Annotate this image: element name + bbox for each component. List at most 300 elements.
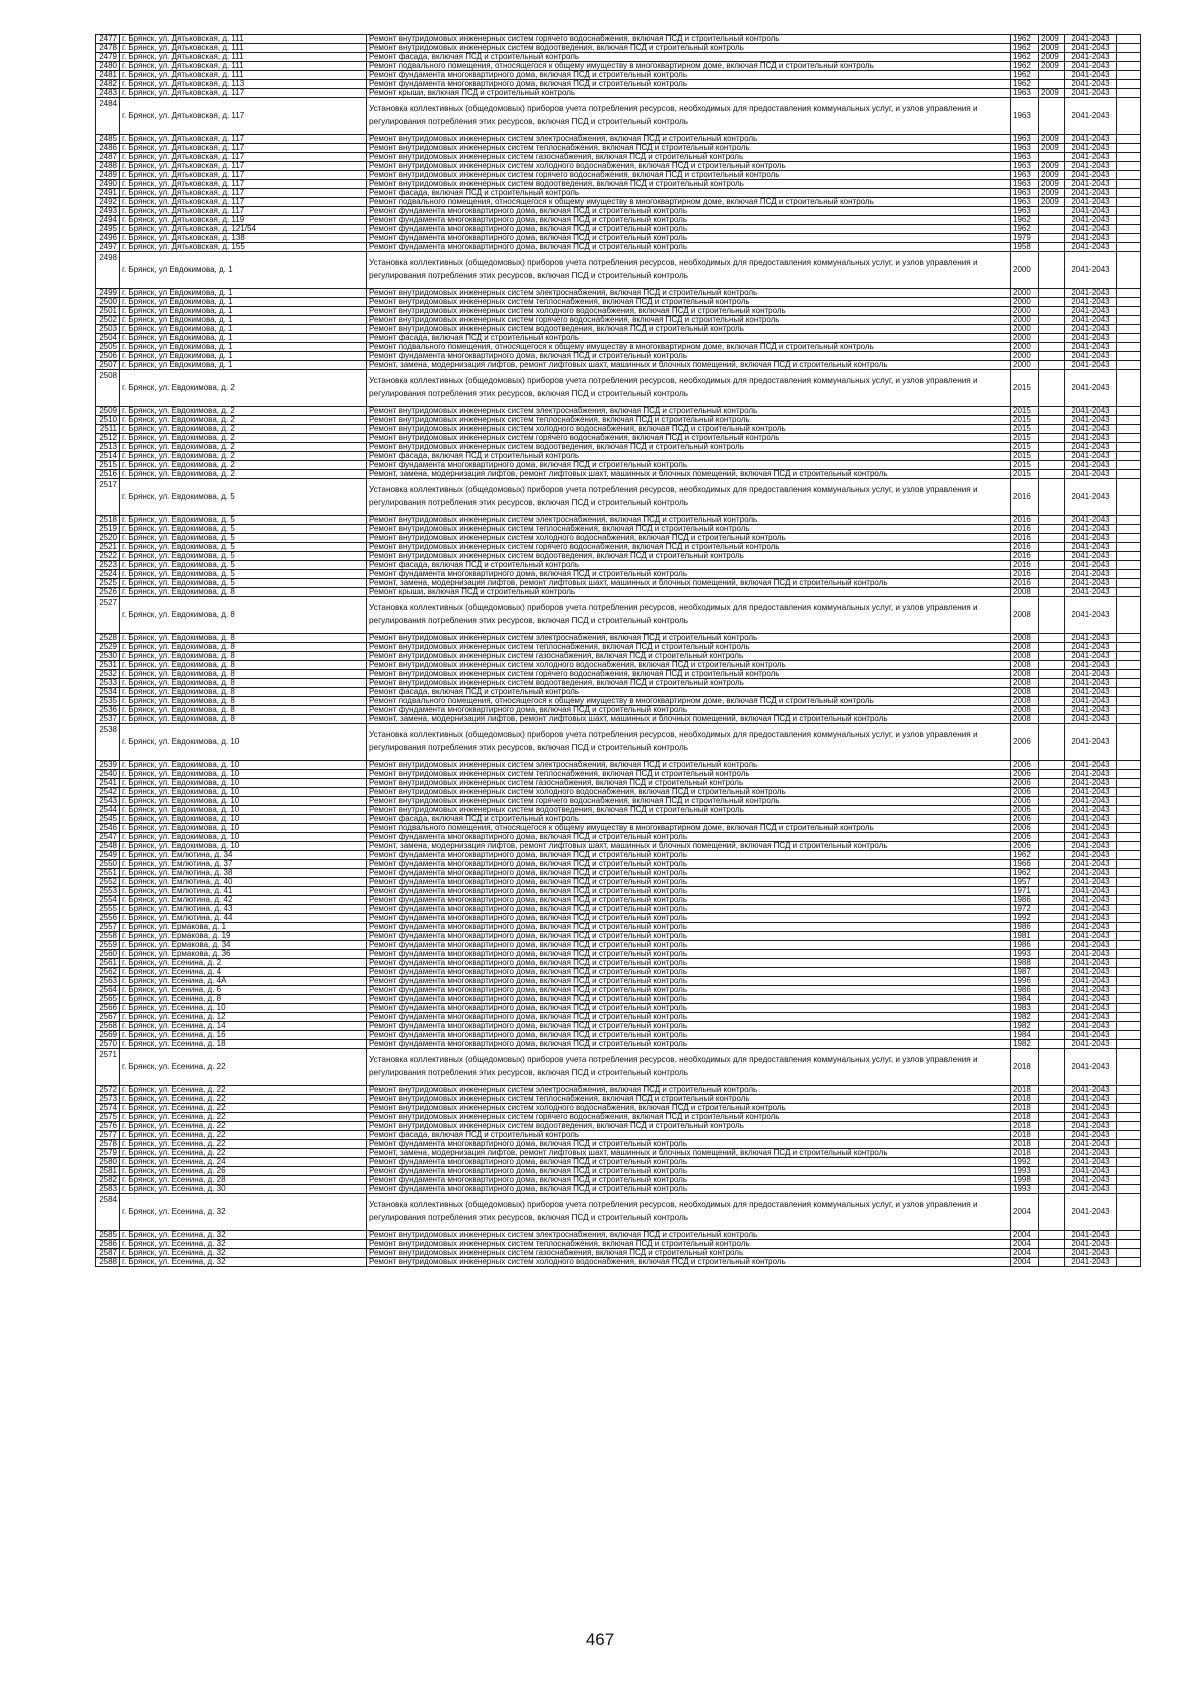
row-work-type: Ремонт внутридомовых инженерных систем горячего водоснабжения, включая ПСД и строительный контроль — [367, 434, 1011, 443]
table-row — [96, 815, 1141, 824]
row-work-type: Ремонт фасада, включая ПСД и строительный контроль — [367, 452, 1011, 461]
row-planned-period: 2041-2043 — [1065, 968, 1117, 977]
row-number: 2496 — [96, 234, 120, 243]
row-work-type: Ремонт фасада, включая ПСД и строительный контроль — [367, 561, 1011, 570]
row-extra-cell — [1117, 316, 1141, 325]
row-planned-period: 2041-2043 — [1065, 1095, 1117, 1104]
row-planned-period: 2041-2043 — [1065, 1086, 1117, 1095]
row-extra-cell — [1117, 950, 1141, 959]
works-register-table — [95, 34, 1141, 1267]
row-planned-period: 2041-2043 — [1065, 842, 1117, 851]
row-extra-cell — [1117, 243, 1141, 252]
row-address: г. Брянск, ул. Дятьковская, д. 111 — [120, 53, 367, 62]
row-work-type: Ремонт фундамента многоквартирного дома, включая ПСД и строительный контроль — [367, 1022, 1011, 1031]
row-work-type: Ремонт внутридомовых инженерных систем водоотведения, включая ПСД и строительный контроль — [367, 325, 1011, 334]
row-number: 2501 — [96, 307, 120, 316]
row-built-year: 1963 — [1011, 162, 1039, 171]
row-address: г. Брянск, ул. Евдокимова, д. 5 — [120, 552, 367, 561]
row-built-year: 2006 — [1011, 797, 1039, 806]
row-address: г. Брянск, ул. Евдокимова, д. 8 — [120, 661, 367, 670]
row-work-type: Ремонт фундамента многоквартирного дома, включая ПСД и строительный контроль — [367, 706, 1011, 715]
row-number: 2545 — [96, 815, 120, 824]
row-repair-year — [1039, 343, 1065, 352]
table-row — [96, 896, 1141, 905]
row-extra-cell — [1117, 1231, 1141, 1240]
row-number: 2509 — [96, 407, 120, 416]
row-built-year: 2000 — [1011, 334, 1039, 343]
row-built-year: 2008 — [1011, 652, 1039, 661]
table-row — [96, 932, 1141, 941]
table-row — [96, 679, 1141, 688]
row-planned-period: 2041-2043 — [1065, 869, 1117, 878]
table-row — [96, 977, 1141, 986]
row-extra-cell — [1117, 1258, 1141, 1267]
row-repair-year — [1039, 479, 1065, 516]
row-work-type: Установка коллективных (общедомовых) приборов учета потребления ресурсов, необходимых для предоставления коммунальных услуг, и узлов управления и регулирования потребления этих ресурсов, включая ПСД и строительный контроль — [367, 1049, 1011, 1086]
row-planned-period: 2041-2043 — [1065, 207, 1117, 216]
table-row — [96, 180, 1141, 189]
row-built-year: 2006 — [1011, 824, 1039, 833]
row-work-type: Ремонт фундамента многоквартирного дома, включая ПСД и строительный контроль — [367, 1013, 1011, 1022]
row-built-year: 1986 — [1011, 941, 1039, 950]
row-repair-year — [1039, 225, 1065, 234]
row-address: г. Брянск, ул. Есенина, д. 16 — [120, 1031, 367, 1040]
row-work-type: Ремонт фундамента многоквартирного дома, включая ПСД и строительный контроль — [367, 1040, 1011, 1049]
row-built-year: 1962 — [1011, 71, 1039, 80]
row-repair-year — [1039, 352, 1065, 361]
row-number: 2559 — [96, 941, 120, 950]
table-row — [96, 1104, 1141, 1113]
row-extra-cell — [1117, 896, 1141, 905]
row-repair-year — [1039, 452, 1065, 461]
row-planned-period: 2041-2043 — [1065, 851, 1117, 860]
row-work-type: Ремонт фасада, включая ПСД и строительный контроль — [367, 189, 1011, 198]
row-work-type: Ремонт внутридомовых инженерных систем холодного водоснабжения, включая ПСД и строительный контроль — [367, 788, 1011, 797]
row-extra-cell — [1117, 225, 1141, 234]
table-row — [96, 1095, 1141, 1104]
row-built-year: 2006 — [1011, 833, 1039, 842]
row-address: г. Брянск, ул. Евдокимова, д. 8 — [120, 697, 367, 706]
row-address: г. Брянск, ул. Дятьковская, д. 117 — [120, 135, 367, 144]
row-work-type: Ремонт фундамента многоквартирного дома, включая ПСД и строительный контроль — [367, 959, 1011, 968]
row-extra-cell — [1117, 89, 1141, 98]
row-repair-year — [1039, 570, 1065, 579]
row-extra-cell — [1117, 652, 1141, 661]
row-extra-cell — [1117, 1095, 1141, 1104]
row-extra-cell — [1117, 135, 1141, 144]
row-work-type: Ремонт внутридомовых инженерных систем газоснабжения, включая ПСД и строительный контроль — [367, 779, 1011, 788]
row-extra-cell — [1117, 307, 1141, 316]
row-number: 2497 — [96, 243, 120, 252]
row-work-type: Ремонт внутридомовых инженерных систем электроснабжения, включая ПСД и строительный контроль — [367, 516, 1011, 525]
row-planned-period: 2041-2043 — [1065, 1049, 1117, 1086]
row-extra-cell — [1117, 597, 1141, 634]
row-built-year: 1982 — [1011, 1022, 1039, 1031]
table-row — [96, 1049, 1141, 1086]
row-built-year: 1962 — [1011, 44, 1039, 53]
row-planned-period: 2041-2043 — [1065, 307, 1117, 316]
row-address: г. Брянск, ул. Есенина, д. 2 — [120, 959, 367, 968]
row-built-year: 2018 — [1011, 1149, 1039, 1158]
row-extra-cell — [1117, 1140, 1141, 1149]
row-extra-cell — [1117, 252, 1141, 289]
row-repair-year: 2009 — [1039, 89, 1065, 98]
row-planned-period: 2041-2043 — [1065, 1240, 1117, 1249]
table-row — [96, 1176, 1141, 1185]
row-extra-cell — [1117, 370, 1141, 407]
row-number: 2482 — [96, 80, 120, 89]
row-extra-cell — [1117, 588, 1141, 597]
row-built-year: 1987 — [1011, 968, 1039, 977]
row-address: г. Брянск, ул. Есенина, д. 22 — [120, 1095, 367, 1104]
row-address: г. Брянск, ул. Емлютина, д. 34 — [120, 851, 367, 860]
row-repair-year: 2009 — [1039, 162, 1065, 171]
row-extra-cell — [1117, 461, 1141, 470]
row-extra-cell — [1117, 643, 1141, 652]
row-work-type: Ремонт фундамента многоквартирного дома, включая ПСД и строительный контроль — [367, 887, 1011, 896]
table-row — [96, 1249, 1141, 1258]
row-repair-year — [1039, 1122, 1065, 1131]
table-row — [96, 1004, 1141, 1013]
row-number: 2580 — [96, 1158, 120, 1167]
row-repair-year: 2009 — [1039, 198, 1065, 207]
row-extra-cell — [1117, 516, 1141, 525]
row-extra-cell — [1117, 144, 1141, 153]
row-number: 2571 — [96, 1049, 120, 1086]
row-planned-period: 2041-2043 — [1065, 815, 1117, 824]
row-work-type: Ремонт фундамента многоквартирного дома, включая ПСД и строительный контроль — [367, 1140, 1011, 1149]
row-repair-year — [1039, 905, 1065, 914]
row-number: 2518 — [96, 516, 120, 525]
row-repair-year — [1039, 634, 1065, 643]
row-address: г. Брянск, ул Евдокимова, д. 1 — [120, 352, 367, 361]
row-repair-year — [1039, 307, 1065, 316]
row-repair-year — [1039, 941, 1065, 950]
row-number: 2555 — [96, 905, 120, 914]
row-number: 2489 — [96, 171, 120, 180]
row-planned-period: 2041-2043 — [1065, 1194, 1117, 1231]
row-address: г. Брянск, ул. Есенина, д. 22 — [120, 1140, 367, 1149]
row-address: г. Брянск, ул. Евдокимова, д. 8 — [120, 643, 367, 652]
row-planned-period: 2041-2043 — [1065, 543, 1117, 552]
row-extra-cell — [1117, 833, 1141, 842]
row-work-type: Ремонт внутридомовых инженерных систем электроснабжения, включая ПСД и строительный контроль — [367, 289, 1011, 298]
row-work-type: Установка коллективных (общедомовых) приборов учета потребления ресурсов, необходимых для предоставления коммунальных услуг, и узлов управления и регулирования потребления этих ресурсов, включая ПСД и строительный контроль — [367, 479, 1011, 516]
row-repair-year — [1039, 788, 1065, 797]
row-extra-cell — [1117, 1149, 1141, 1158]
row-extra-cell — [1117, 407, 1141, 416]
row-extra-cell — [1117, 80, 1141, 89]
row-planned-period: 2041-2043 — [1065, 243, 1117, 252]
table-row — [96, 89, 1141, 98]
row-extra-cell — [1117, 543, 1141, 552]
row-built-year: 1971 — [1011, 887, 1039, 896]
row-extra-cell — [1117, 579, 1141, 588]
table-row — [96, 234, 1141, 243]
row-number: 2523 — [96, 561, 120, 570]
row-built-year: 1986 — [1011, 923, 1039, 932]
row-work-type: Установка коллективных (общедомовых) приборов учета потребления ресурсов, необходимых для предоставления коммунальных услуг, и узлов управления и регулирования потребления этих ресурсов, включая ПСД и строительный контроль — [367, 370, 1011, 407]
row-number: 2491 — [96, 189, 120, 198]
table-row — [96, 516, 1141, 525]
row-address: г. Брянск, ул. Дятьковская, д. 117 — [120, 198, 367, 207]
row-address: г. Брянск, ул. Дятьковская, д. 117 — [120, 189, 367, 198]
row-work-type: Ремонт внутридомовых инженерных систем теплоснабжения, включая ПСД и строительный контроль — [367, 525, 1011, 534]
table-row — [96, 407, 1141, 416]
row-planned-period: 2041-2043 — [1065, 914, 1117, 923]
row-extra-cell — [1117, 570, 1141, 579]
row-number: 2542 — [96, 788, 120, 797]
row-repair-year — [1039, 896, 1065, 905]
row-planned-period: 2041-2043 — [1065, 234, 1117, 243]
row-built-year: 1979 — [1011, 234, 1039, 243]
row-extra-cell — [1117, 470, 1141, 479]
row-built-year: 2018 — [1011, 1086, 1039, 1095]
row-address: г. Брянск, ул. Ермакова, д. 1 — [120, 923, 367, 932]
row-extra-cell — [1117, 1049, 1141, 1086]
row-repair-year — [1039, 860, 1065, 869]
row-planned-period: 2041-2043 — [1065, 352, 1117, 361]
table-row — [96, 298, 1141, 307]
row-built-year: 2008 — [1011, 661, 1039, 670]
row-repair-year — [1039, 697, 1065, 706]
row-repair-year — [1039, 325, 1065, 334]
table-row — [96, 525, 1141, 534]
row-number: 2498 — [96, 252, 120, 289]
row-repair-year — [1039, 878, 1065, 887]
row-built-year: 2004 — [1011, 1194, 1039, 1231]
table-row — [96, 1158, 1141, 1167]
row-repair-year — [1039, 370, 1065, 407]
row-extra-cell — [1117, 207, 1141, 216]
row-number: 2583 — [96, 1185, 120, 1194]
row-built-year: 1996 — [1011, 977, 1039, 986]
table-row — [96, 905, 1141, 914]
row-extra-cell — [1117, 35, 1141, 44]
row-extra-cell — [1117, 724, 1141, 761]
row-built-year: 2006 — [1011, 815, 1039, 824]
row-number: 2548 — [96, 842, 120, 851]
row-repair-year — [1039, 316, 1065, 325]
row-extra-cell — [1117, 216, 1141, 225]
row-number: 2485 — [96, 135, 120, 144]
row-address: г. Брянск, ул. Есенина, д. 22 — [120, 1122, 367, 1131]
row-address: г. Брянск, ул. Евдокимова, д. 10 — [120, 806, 367, 815]
row-repair-year: 2009 — [1039, 35, 1065, 44]
row-number: 2550 — [96, 860, 120, 869]
row-planned-period: 2041-2043 — [1065, 1231, 1117, 1240]
row-planned-period: 2041-2043 — [1065, 1113, 1117, 1122]
row-repair-year — [1039, 80, 1065, 89]
row-planned-period: 2041-2043 — [1065, 162, 1117, 171]
row-work-type: Ремонт внутридомовых инженерных систем электроснабжения, включая ПСД и строительный контроль — [367, 407, 1011, 416]
row-number: 2563 — [96, 977, 120, 986]
row-extra-cell — [1117, 661, 1141, 670]
row-built-year: 2016 — [1011, 479, 1039, 516]
row-extra-cell — [1117, 842, 1141, 851]
row-built-year: 2016 — [1011, 525, 1039, 534]
row-number: 2502 — [96, 316, 120, 325]
row-repair-year — [1039, 234, 1065, 243]
row-planned-period: 2041-2043 — [1065, 62, 1117, 71]
row-address: г. Брянск, ул. Емлютина, д. 40 — [120, 878, 367, 887]
row-address: г. Брянск, ул. Евдокимова, д. 5 — [120, 516, 367, 525]
row-planned-period: 2041-2043 — [1065, 1040, 1117, 1049]
row-extra-cell — [1117, 932, 1141, 941]
row-number: 2479 — [96, 53, 120, 62]
row-extra-cell — [1117, 869, 1141, 878]
row-address: г. Брянск, ул. Есенина, д. 32 — [120, 1231, 367, 1240]
row-repair-year — [1039, 534, 1065, 543]
row-built-year: 1962 — [1011, 225, 1039, 234]
row-address: г. Брянск, ул. Евдокимова, д. 8 — [120, 634, 367, 643]
row-extra-cell — [1117, 905, 1141, 914]
row-number: 2478 — [96, 44, 120, 53]
row-planned-period: 2041-2043 — [1065, 1031, 1117, 1040]
row-built-year: 1963 — [1011, 153, 1039, 162]
row-number: 2524 — [96, 570, 120, 579]
row-address: г. Брянск, ул. Евдокимова, д. 8 — [120, 715, 367, 724]
row-number: 2547 — [96, 833, 120, 842]
row-extra-cell — [1117, 334, 1141, 343]
table-row — [96, 688, 1141, 697]
row-work-type: Ремонт подвального помещения, относящегося к общему имуществу в многоквартирном доме, включая ПСД и строительный контроль — [367, 697, 1011, 706]
row-extra-cell — [1117, 189, 1141, 198]
row-number: 2534 — [96, 688, 120, 697]
row-address: г. Брянск, ул. Евдокимова, д. 5 — [120, 534, 367, 543]
row-address: г. Брянск, ул. Есенина, д. 12 — [120, 1013, 367, 1022]
row-number: 2500 — [96, 298, 120, 307]
row-extra-cell — [1117, 706, 1141, 715]
row-planned-period: 2041-2043 — [1065, 298, 1117, 307]
row-extra-cell — [1117, 361, 1141, 370]
row-built-year: 1982 — [1011, 1040, 1039, 1049]
row-built-year: 1986 — [1011, 896, 1039, 905]
table-body — [96, 35, 1141, 1267]
row-planned-period: 2041-2043 — [1065, 652, 1117, 661]
row-number: 2526 — [96, 588, 120, 597]
row-planned-period: 2041-2043 — [1065, 135, 1117, 144]
row-built-year: 2018 — [1011, 1049, 1039, 1086]
table-row — [96, 1113, 1141, 1122]
row-number: 2562 — [96, 968, 120, 977]
row-address: г. Брянск, ул. Евдокимова, д. 5 — [120, 561, 367, 570]
table-row — [96, 1131, 1141, 1140]
row-address: г. Брянск, ул. Есенина, д. 6 — [120, 986, 367, 995]
row-number: 2521 — [96, 543, 120, 552]
row-extra-cell — [1117, 443, 1141, 452]
row-repair-year — [1039, 950, 1065, 959]
row-number: 2549 — [96, 851, 120, 860]
row-built-year: 2006 — [1011, 724, 1039, 761]
row-built-year: 1982 — [1011, 1013, 1039, 1022]
row-address: г. Брянск, ул. Дятьковская, д. 113 — [120, 80, 367, 89]
row-planned-period: 2041-2043 — [1065, 425, 1117, 434]
row-planned-period: 2041-2043 — [1065, 923, 1117, 932]
row-work-type: Ремонт фундамента многоквартирного дома, включая ПСД и строительный контроль — [367, 896, 1011, 905]
row-extra-cell — [1117, 1040, 1141, 1049]
row-planned-period: 2041-2043 — [1065, 941, 1117, 950]
row-planned-period: 2041-2043 — [1065, 761, 1117, 770]
row-repair-year — [1039, 298, 1065, 307]
row-number: 2527 — [96, 597, 120, 634]
row-planned-period: 2041-2043 — [1065, 697, 1117, 706]
row-address: г. Брянск, ул. Есенина, д. 8 — [120, 995, 367, 1004]
table-row — [96, 941, 1141, 950]
row-extra-cell — [1117, 352, 1141, 361]
row-work-type: Установка коллективных (общедомовых) приборов учета потребления ресурсов, необходимых для предоставления коммунальных услуг, и узлов управления и регулирования потребления этих ресурсов, включая ПСД и строительный контроль — [367, 1194, 1011, 1231]
row-planned-period: 2041-2043 — [1065, 216, 1117, 225]
row-work-type: Ремонт фундамента многоквартирного дома, включая ПСД и строительный контроль — [367, 570, 1011, 579]
row-extra-cell — [1117, 851, 1141, 860]
row-address: г. Брянск, ул. Дятьковская, д. 111 — [120, 71, 367, 80]
row-work-type: Ремонт внутридомовых инженерных систем холодного водоснабжения, включая ПСД и строительный контроль — [367, 1104, 1011, 1113]
row-planned-period: 2041-2043 — [1065, 788, 1117, 797]
table-row — [96, 670, 1141, 679]
row-planned-period: 2041-2043 — [1065, 1131, 1117, 1140]
row-work-type: Ремонт внутридомовых инженерных систем горячего водоснабжения, включая ПСД и строительный контроль — [367, 670, 1011, 679]
row-work-type: Ремонт фундамента многоквартирного дома, включая ПСД и строительный контроль — [367, 234, 1011, 243]
row-built-year: 2008 — [1011, 643, 1039, 652]
row-repair-year: 2009 — [1039, 62, 1065, 71]
row-planned-period: 2041-2043 — [1065, 597, 1117, 634]
row-work-type: Ремонт фундамента многоквартирного дома, включая ПСД и строительный контроль — [367, 207, 1011, 216]
row-extra-cell — [1117, 534, 1141, 543]
row-built-year: 2000 — [1011, 316, 1039, 325]
row-number: 2492 — [96, 198, 120, 207]
row-extra-cell — [1117, 878, 1141, 887]
row-built-year: 2008 — [1011, 670, 1039, 679]
row-repair-year — [1039, 977, 1065, 986]
row-repair-year — [1039, 98, 1065, 135]
row-built-year: 1986 — [1011, 986, 1039, 995]
row-number: 2578 — [96, 1140, 120, 1149]
table-row — [96, 361, 1141, 370]
row-address: г. Брянск, ул. Дятьковская, д. 119 — [120, 216, 367, 225]
row-built-year: 2006 — [1011, 806, 1039, 815]
row-planned-period: 2041-2043 — [1065, 770, 1117, 779]
row-built-year: 2006 — [1011, 842, 1039, 851]
row-work-type: Ремонт фундамента многоквартирного дома, включая ПСД и строительный контроль — [367, 833, 1011, 842]
row-address: г. Брянск, ул. Есенина, д. 14 — [120, 1022, 367, 1031]
row-repair-year — [1039, 1167, 1065, 1176]
row-extra-cell — [1117, 968, 1141, 977]
row-built-year: 2000 — [1011, 307, 1039, 316]
row-built-year: 2006 — [1011, 779, 1039, 788]
row-built-year: 2006 — [1011, 788, 1039, 797]
row-extra-cell — [1117, 1249, 1141, 1258]
table-row — [96, 370, 1141, 407]
row-repair-year — [1039, 289, 1065, 298]
row-extra-cell — [1117, 98, 1141, 135]
row-extra-cell — [1117, 986, 1141, 995]
row-built-year: 1962 — [1011, 80, 1039, 89]
row-repair-year — [1039, 887, 1065, 896]
row-number: 2533 — [96, 679, 120, 688]
row-extra-cell — [1117, 1013, 1141, 1022]
row-number: 2568 — [96, 1022, 120, 1031]
row-number: 2512 — [96, 434, 120, 443]
row-extra-cell — [1117, 1167, 1141, 1176]
row-work-type: Ремонт, замена, модернизация лифтов, ремонт лифтовых шахт, машинных и блочных помещений, включая ПСД и строительный контроль — [367, 361, 1011, 370]
table-row — [96, 243, 1141, 252]
row-planned-period: 2041-2043 — [1065, 860, 1117, 869]
table-row — [96, 806, 1141, 815]
row-built-year: 1962 — [1011, 851, 1039, 860]
row-address: г. Брянск, ул. Евдокимова, д. 2 — [120, 416, 367, 425]
table-row — [96, 1031, 1141, 1040]
row-planned-period: 2041-2043 — [1065, 706, 1117, 715]
